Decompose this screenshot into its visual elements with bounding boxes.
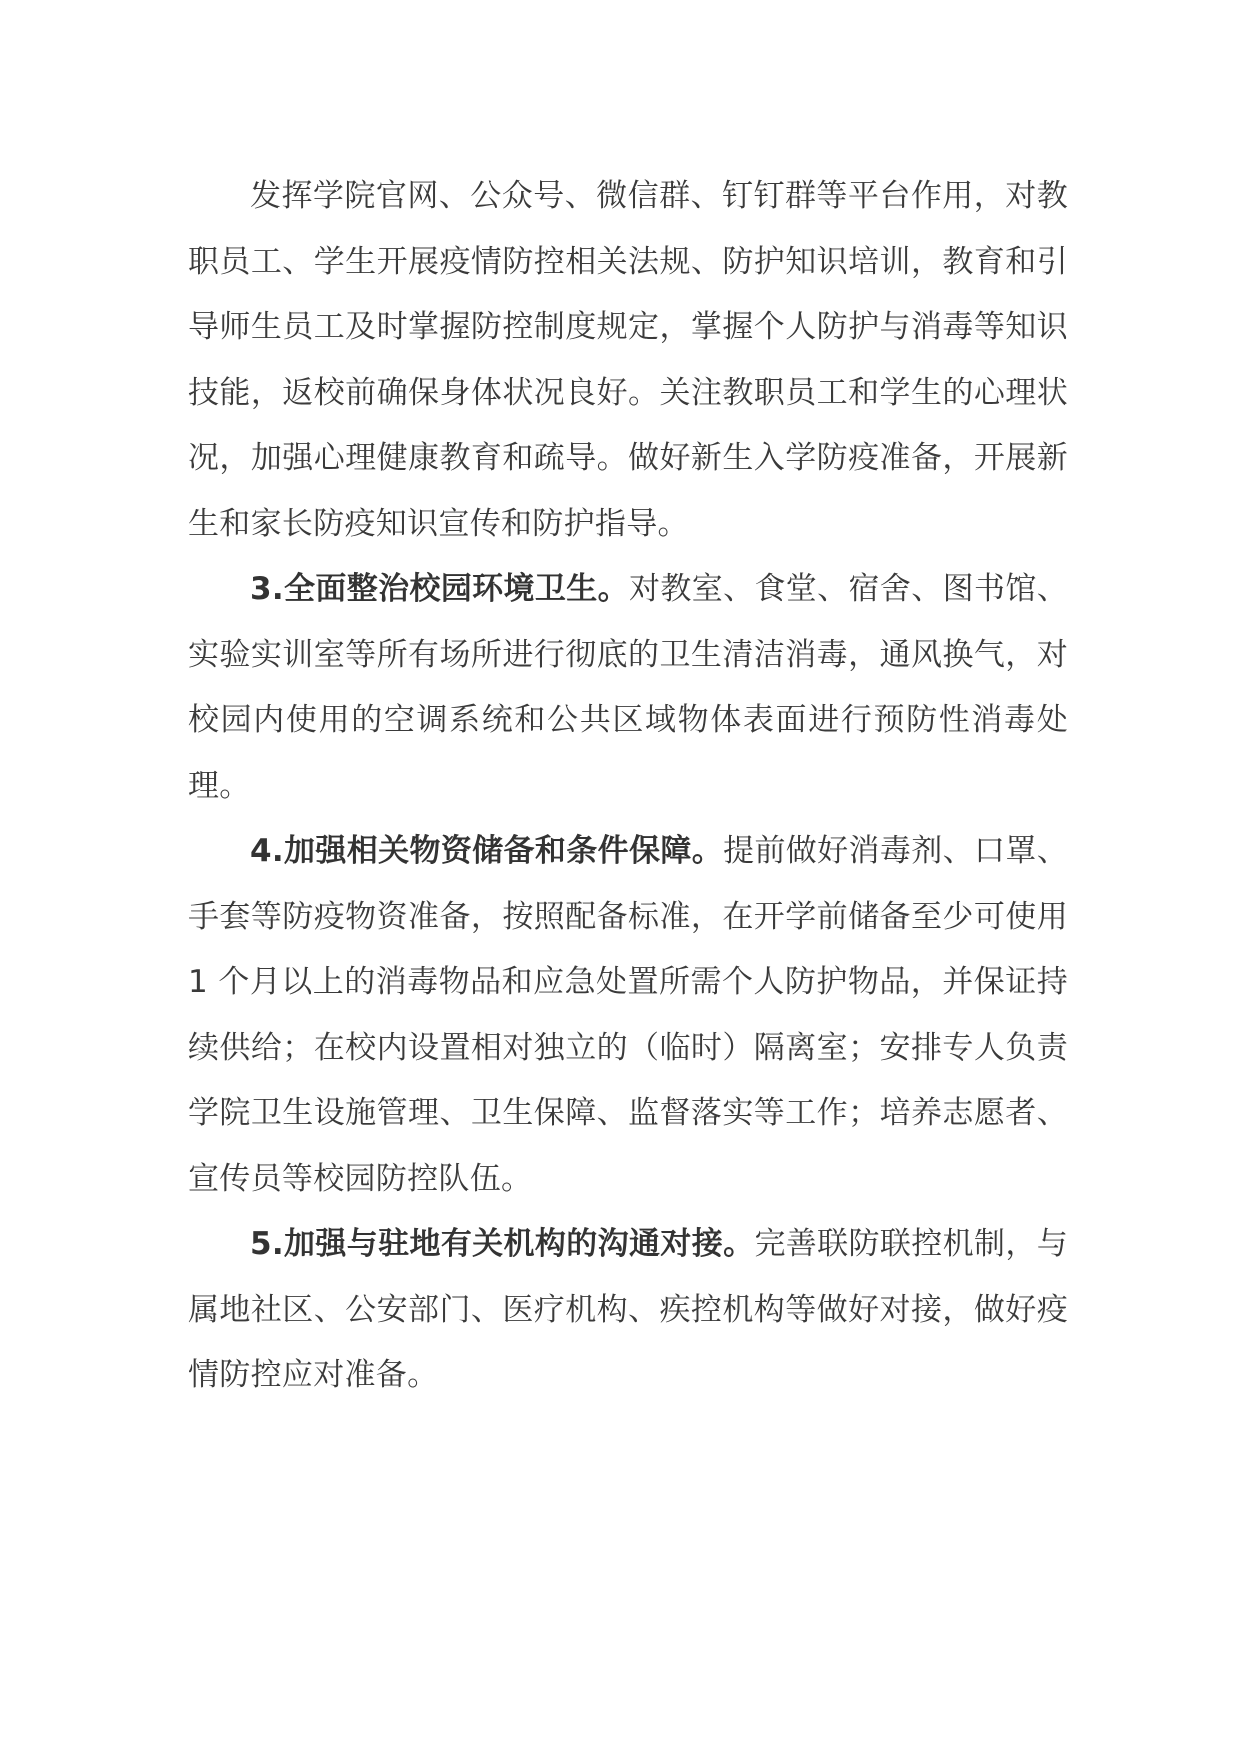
paragraph-text: 完善联防联控机制，与属地社区、公安部门、医疗机构、疾控机构等做好对接，做好疫情防控应对准备。 (188, 1226, 1068, 1393)
paragraph-text: 发挥学院官网、公众号、微信群、钉钉群等平台作用，对教职员工、学生开展疫情防控相关法规、防护知识培训，教育和引导师生员工及时掌握防控制度规定，掌握个人防护与消毒等知识技能，返校前确保身体状况良好。关注教职员工和学生的心理状况，加强心理健康教育和疏导。做好新生入学防疫准备，开展新生和家长防疫知识宣传和防护指导。 (188, 178, 1068, 542)
paragraph-text: 对教室、食堂、宿舍、图书馆、实验实训室等所有场所进行彻底的卫生清洁消毒，通风换气，对校园内使用的空调系统和公共区域物体表面进行预防性消毒处理。 (188, 571, 1069, 804)
paragraph-heading: 4.加强相关物资储备和条件保障。 (250, 833, 724, 869)
paragraph-campus-hygiene (188, 557, 1068, 819)
paragraph-heading: 5.加强与驻地有关机构的沟通对接。 (250, 1226, 755, 1262)
document-body (188, 164, 1068, 1409)
paragraph-text: 提前做好消毒剂、口罩、手套等防疫物资准备，按照配备标准，在开学前储备至少可使用 1 个月以上的消毒物品和应急处置所需个人防护物品，并保证持续供给；在校内设置相对独立的（临时）隔离室；安排专人负责学院卫生设施管理、卫生保障、监督落实等工作；培养志愿者、宣传员等校园防控队伍。 (188, 833, 1068, 1197)
paragraph-supplies (188, 819, 1068, 1212)
paragraph-coordination (188, 1212, 1068, 1409)
paragraph-heading: 3.全面整治校园环境卫生。 (250, 571, 629, 607)
paragraph-training (188, 164, 1068, 557)
